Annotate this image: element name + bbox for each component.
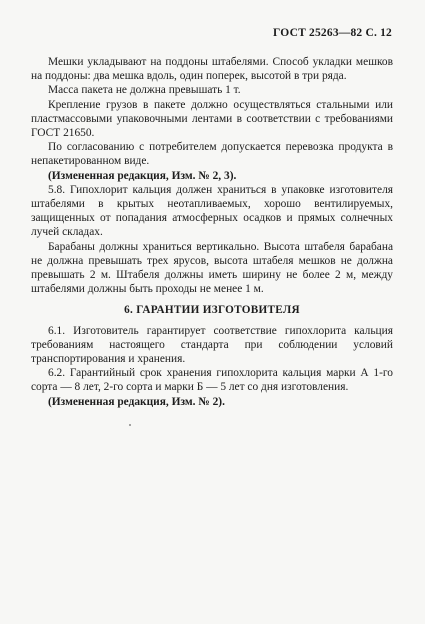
paragraph-bags-stacking: Мешки укладывают на поддоны штабелями. Способ укладки мешков на поддоны: два мешка вдоль, один поперек, высотой в три ряда. — [31, 56, 393, 83]
paragraph-cargo-fastening: Крепление грузов в пакете должно осуществляться стальными или пластмассовыми упаковочными лентами в соответствии с требованиями ГОСТ 21650. — [31, 98, 393, 140]
paragraph-drums-storage: Барабаны должны храниться вертикально. Высота штабеля барабана не должна превышать трех ярусов, высота штабеля мешков не должна превышать 2 м. Штабеля должны иметь ширину не более 2 м, между штабелями должны быть проходы не менее 1 м. — [31, 240, 393, 296]
paragraph-6-2-shelf-life: 6.2. Гарантийный срок хранения гипохлорита кальция марки А 1-го сорта — 8 лет, 2-го сорта и марки Б — 5 лет со дня изготовления. — [31, 367, 393, 394]
paragraph-package-mass: Масса пакета не должна превышать 1 т. — [48, 84, 241, 97]
paragraph-unpackaged-transport: По согласованию с потребителем допускается перевозка продукта в непакетированном виде. — [31, 141, 393, 168]
page-header-standard-ref: ГОСТ 25263—82 С. 12 — [273, 27, 392, 39]
document-body — [31, 55, 393, 409]
amendment-note-2-3: (Измененная редакция, Изм. № 2, 3). — [48, 169, 237, 182]
paragraph-6-1-compliance: 6.1. Изготовитель гарантирует соответствие гипохлорита кальция требованиям настоящего стандарта при соблюдении условий транспортирования и хранения. — [31, 324, 393, 366]
amendment-note-2: (Измененная редакция, Изм. № 2). — [48, 395, 225, 408]
scan-speck — [129, 424, 131, 426]
paragraph-5-8-storage: 5.8. Гипохлорит кальция должен храниться в упаковке изготовителя штабелями в крытых неотапливаемых, хорошо вентилируемых, защищенных от попадания атмосферных осадков и прямых солнечных лучей складах. — [31, 183, 393, 239]
section-heading-manufacturer-warranty: 6. ГАРАНТИИ ИЗГОТОВИТЕЛЯ — [124, 304, 300, 317]
